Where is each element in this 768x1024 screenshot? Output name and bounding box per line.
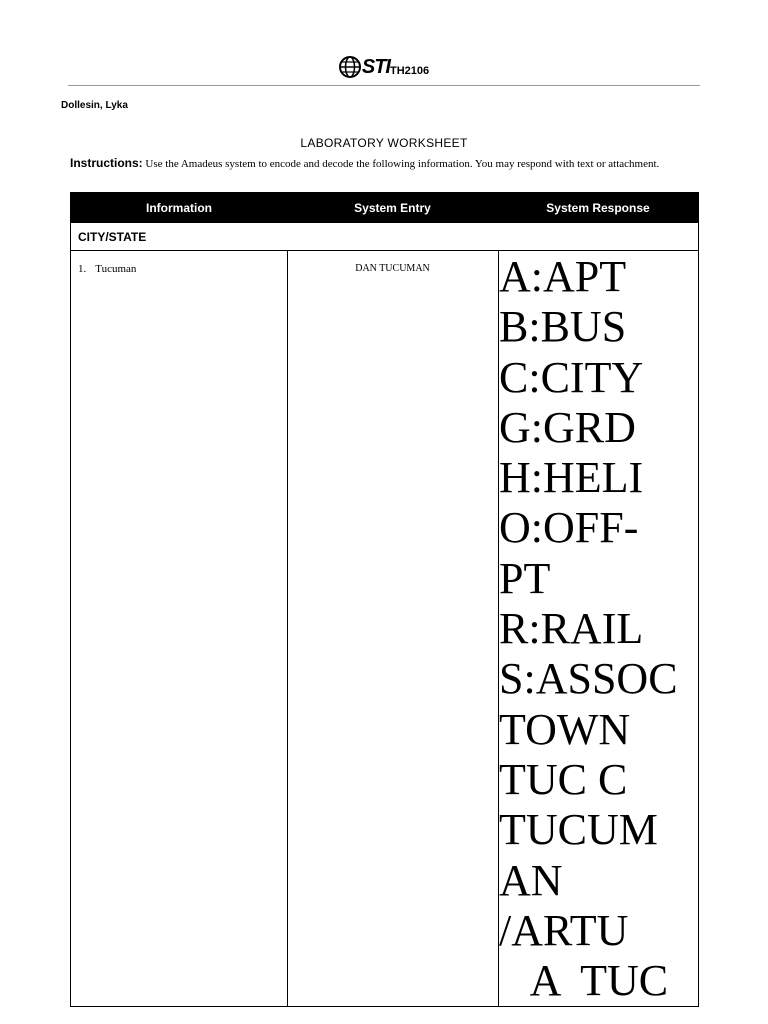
sti-logo: [339, 56, 429, 78]
table-header: [71, 193, 698, 223]
document-header: [0, 46, 768, 78]
header-system-response: System Response: [546, 201, 650, 215]
information-value: Tucuman: [95, 263, 137, 275]
response-line: O:OFF-: [499, 503, 639, 553]
response-line: TOWN: [499, 704, 631, 754]
instructions-text: Use the Amadeus system to encode and decode the following information. You may respond with text or attachment.: [145, 158, 660, 170]
student-name: Dollesin, Lyka: [61, 100, 128, 111]
response-line: A TUC: [499, 956, 669, 1006]
response-line: TUCUM: [499, 805, 658, 855]
response-line: TUC C: [499, 754, 628, 804]
row-number: 1.: [78, 263, 87, 275]
response-line: /ARTU: [499, 905, 629, 955]
header-divider: [68, 85, 700, 86]
response-line: H:HELI: [499, 453, 644, 503]
column-divider: [287, 251, 288, 1006]
response-line: C:CITY: [499, 352, 644, 402]
information-cell: [78, 263, 136, 275]
instructions-label: Instructions:: [70, 156, 143, 170]
section-city-state: CITY/STATE: [71, 223, 698, 251]
response-line: R:RAIL: [499, 604, 644, 654]
header-system-entry: System Entry: [354, 201, 431, 215]
response-line: B:BUS: [499, 302, 627, 352]
response-line: AN: [499, 855, 563, 905]
response-line: G:GRD: [499, 402, 636, 452]
header-information: Information: [146, 201, 212, 215]
response-line: PT: [499, 553, 551, 603]
system-entry-cell: DAN TUCUMAN: [355, 263, 430, 274]
globe-icon: [339, 56, 361, 78]
worksheet-title: LABORATORY WORKSHEET: [300, 136, 468, 150]
response-line: A:APT: [499, 252, 627, 301]
worksheet-table: [70, 192, 699, 1007]
response-line: S:ASSOC: [499, 654, 678, 704]
course-code: TH2106: [389, 65, 430, 77]
instructions: [70, 156, 700, 171]
logo-text: STI: [361, 56, 390, 78]
system-response-cell: [499, 252, 698, 1006]
